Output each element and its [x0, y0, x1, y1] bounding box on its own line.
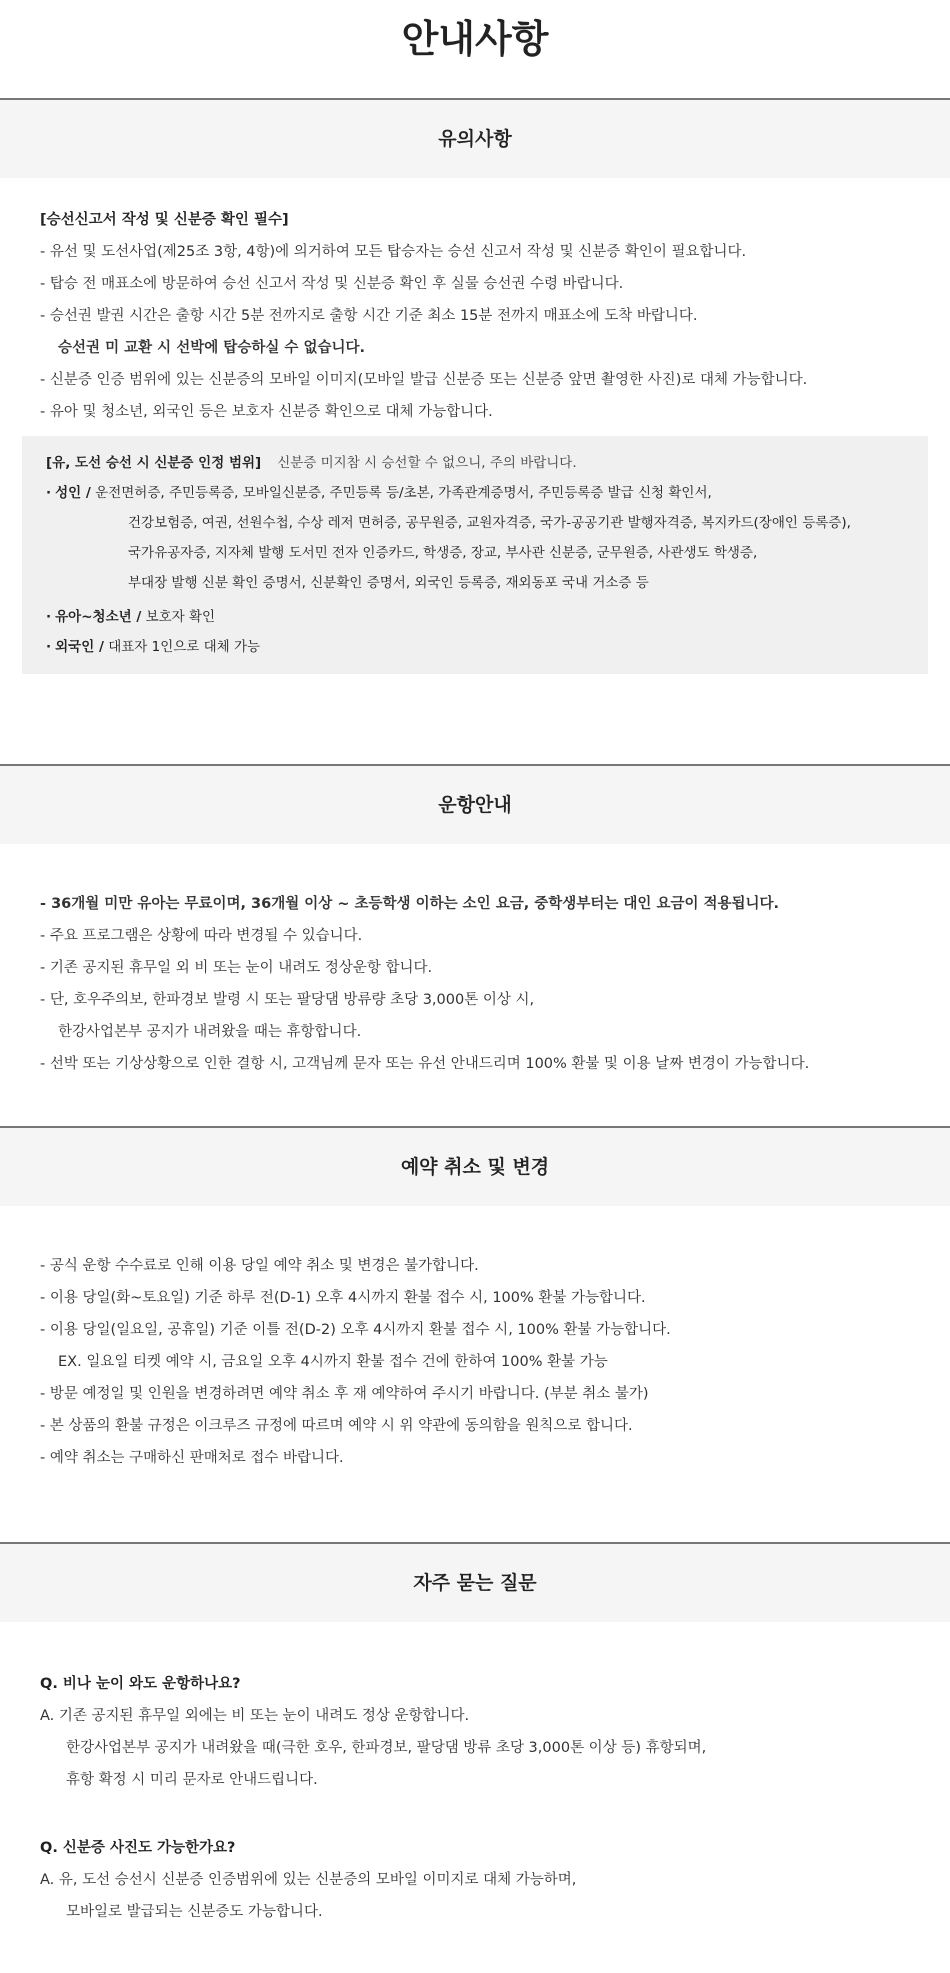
- page-title: 안내사항: [401, 17, 549, 61]
- faq-answer: 모바일로 발급되는 신분증도 가능합니다.: [66, 1904, 323, 1920]
- section-header-notice: 유의사항: [0, 98, 950, 178]
- notice-line: - 유선 및 도선사업(제25조 3항, 4항)에 의거하여 모든 탑승자는 승선 신고서 작성 및 신분증 확인이 필요합니다.: [40, 244, 747, 260]
- faq-question: Q. 비나 눈이 와도 운항하나요?: [40, 1676, 241, 1692]
- cancellation-line: - 이용 당일(화~토요일) 기준 하루 전(D-1) 오후 4시까지 환불 접수 시, 100% 환불 가능합니다.: [40, 1290, 646, 1306]
- notice-heading: [승선신고서 작성 및 신분증 확인 필수]: [40, 212, 289, 228]
- faq-answer: A. 유, 도선 승선시 신분증 인증범위에 있는 신분증의 모바일 이미지로 대체 가능하며,: [40, 1872, 577, 1888]
- notice-line: - 유아 및 청소년, 외국인 등은 보호자 신분증 확인으로 대체 가능합니다.: [40, 404, 493, 420]
- section-header-faq: 자주 묻는 질문: [0, 1542, 950, 1622]
- cancellation-line: - 공식 운항 수수료로 인해 이용 당일 예약 취소 및 변경은 불가합니다.: [40, 1258, 479, 1274]
- cancellation-line: - 이용 당일(일요일, 공휴일) 기준 이틀 전(D-2) 오후 4시까지 환불 접수 시, 100% 환불 가능합니다.: [40, 1322, 671, 1338]
- faq-question: Q. 신분증 사진도 가능한가요?: [40, 1840, 236, 1856]
- operation-body: [0, 844, 950, 1126]
- adult-id-list: 부대장 발행 신분 확인 증명서, 신분확인 증명서, 외국인 등록증, 재외동포 국내 거소증 등: [128, 575, 649, 591]
- section-header-cancellation: 예약 취소 및 변경: [0, 1126, 950, 1206]
- faq-answer: 한강사업본부 공지가 내려왔을 때(극한 호우, 한파경보, 팔당댐 방류 초당 3,000톤 이상 등) 휴항되며,: [66, 1740, 707, 1756]
- notice-line: - 승선권 발권 시간은 출항 시간 5분 전까지로 출항 시간 기준 최소 15분 전까지 매표소에 도착 바랍니다.: [40, 308, 698, 324]
- youth-label: 유아~청소년 /: [55, 609, 142, 625]
- cancellation-line: - 예약 취소는 구매하신 판매처로 접수 바랍니다.: [40, 1450, 344, 1466]
- operation-line: - 주요 프로그램은 상황에 따라 변경될 수 있습니다.: [40, 928, 363, 944]
- id-scope-box: [유, 도선 승선 시 신분증 인정 범위] 신분증 미지참 시 승선할 수 없으니, 주의 바랍니다. · 성인 / 운전면허증, 주민등록증, 모바일신분증, 주민등록 등/초본, 가족관계증명서, 주민등록증 발급 신청 확인서, 건강보험증, 여권, 선원수첩, 수상 레저 면허증, 공무원증, 교원자격증, 국가-공공기관 발행자격증, 복지카드(장애인 등록증), 국가유공자증, 지자체 발행 도서민 전자 인증카드, 학생증, 장교, 부사관 신분증, 군무원증, 사관생도 학생증, 부대장 발행 신분 확인 증명서, 신분확인 증명서, 외국인 등록증, 재외동포 국내 거소증 등 · 유아~청소년 / 보호자 확인 · 외국인 / 대표자 1인으로 대체 가능: [22, 436, 928, 674]
- id-scope-note: 신분증 미지참 시 승선할 수 없으니, 주의 바랍니다.: [277, 455, 577, 471]
- operation-line: 한강사업본부 공지가 내려왔을 때는 휴항합니다.: [58, 1024, 362, 1040]
- foreign-text: 대표자 1인으로 대체 가능: [108, 639, 261, 655]
- notice-line: - 신분증 인증 범위에 있는 신분증의 모바일 이미지(모바일 발급 신분증 또는 신분증 앞면 촬영한 사진)로 대체 가능합니다.: [40, 372, 808, 388]
- faq-answer: 휴항 확정 시 미리 문자로 안내드립니다.: [66, 1772, 318, 1788]
- adult-id-list: 운전면허증, 주민등록증, 모바일신분증, 주민등록 등/초본, 가족관계증명서, 주민등록증 발급 신청 확인서,: [95, 485, 712, 501]
- notice-line: - 탑승 전 매표소에 방문하여 승선 신고서 작성 및 신분증 확인 후 실물 승선권 수령 바랍니다.: [40, 276, 624, 292]
- faq-body: [0, 1622, 950, 1928]
- cancellation-body: [0, 1206, 950, 1542]
- notice-body: [0, 178, 950, 436]
- operation-line: - 선박 또는 기상상황으로 인한 결항 시, 고객님께 문자 또는 유선 안내드리며 100% 환불 및 이용 날짜 변경이 가능합니다.: [40, 1056, 810, 1072]
- operation-line: - 기존 공지된 휴무일 외 비 또는 눈이 내려도 정상운항 합니다.: [40, 960, 433, 976]
- foreign-label: 외국인 /: [55, 639, 104, 655]
- section-header-operation: 운항안내: [0, 764, 950, 844]
- operation-line: - 36개월 미만 유아는 무료이며, 36개월 이상 ~ 초등학생 이하는 소인 요금, 중학생부터는 대인 요금이 적용됩니다.: [40, 896, 780, 912]
- cancellation-line: - 방문 예정일 및 인원을 변경하려면 예약 취소 후 재 예약하여 주시기 바랍니다. (부분 취소 불가): [40, 1386, 649, 1402]
- cancellation-line: - 본 상품의 환불 규정은 이크루즈 규정에 따르며 예약 시 위 약관에 동의함을 원칙으로 합니다.: [40, 1418, 633, 1434]
- adult-id-list: 건강보험증, 여권, 선원수첩, 수상 레저 면허증, 공무원증, 교원자격증, 국가-공공기관 발행자격증, 복지카드(장애인 등록증),: [128, 515, 851, 531]
- faq-answer: A. 기존 공지된 휴무일 외에는 비 또는 눈이 내려도 정상 운항합니다.: [40, 1708, 470, 1724]
- id-scope-heading: [유, 도선 승선 시 신분증 인정 범위]: [46, 455, 262, 471]
- adult-label: 성인 /: [55, 485, 91, 501]
- notice-line: 승선권 미 교환 시 선박에 탑승하실 수 없습니다.: [58, 340, 365, 356]
- youth-text: 보호자 확인: [145, 609, 216, 625]
- adult-id-list: 국가유공자증, 지자체 발행 도서민 전자 인증카드, 학생증, 장교, 부사관 신분증, 군무원증, 사관생도 학생증,: [128, 545, 758, 561]
- operation-line: - 단, 호우주의보, 한파경보 발령 시 또는 팔당댐 방류량 초당 3,000톤 이상 시,: [40, 992, 535, 1008]
- cancellation-line: EX. 일요일 티켓 예약 시, 금요일 오후 4시까지 환불 접수 건에 한하여 100% 환불 가능: [58, 1354, 608, 1370]
